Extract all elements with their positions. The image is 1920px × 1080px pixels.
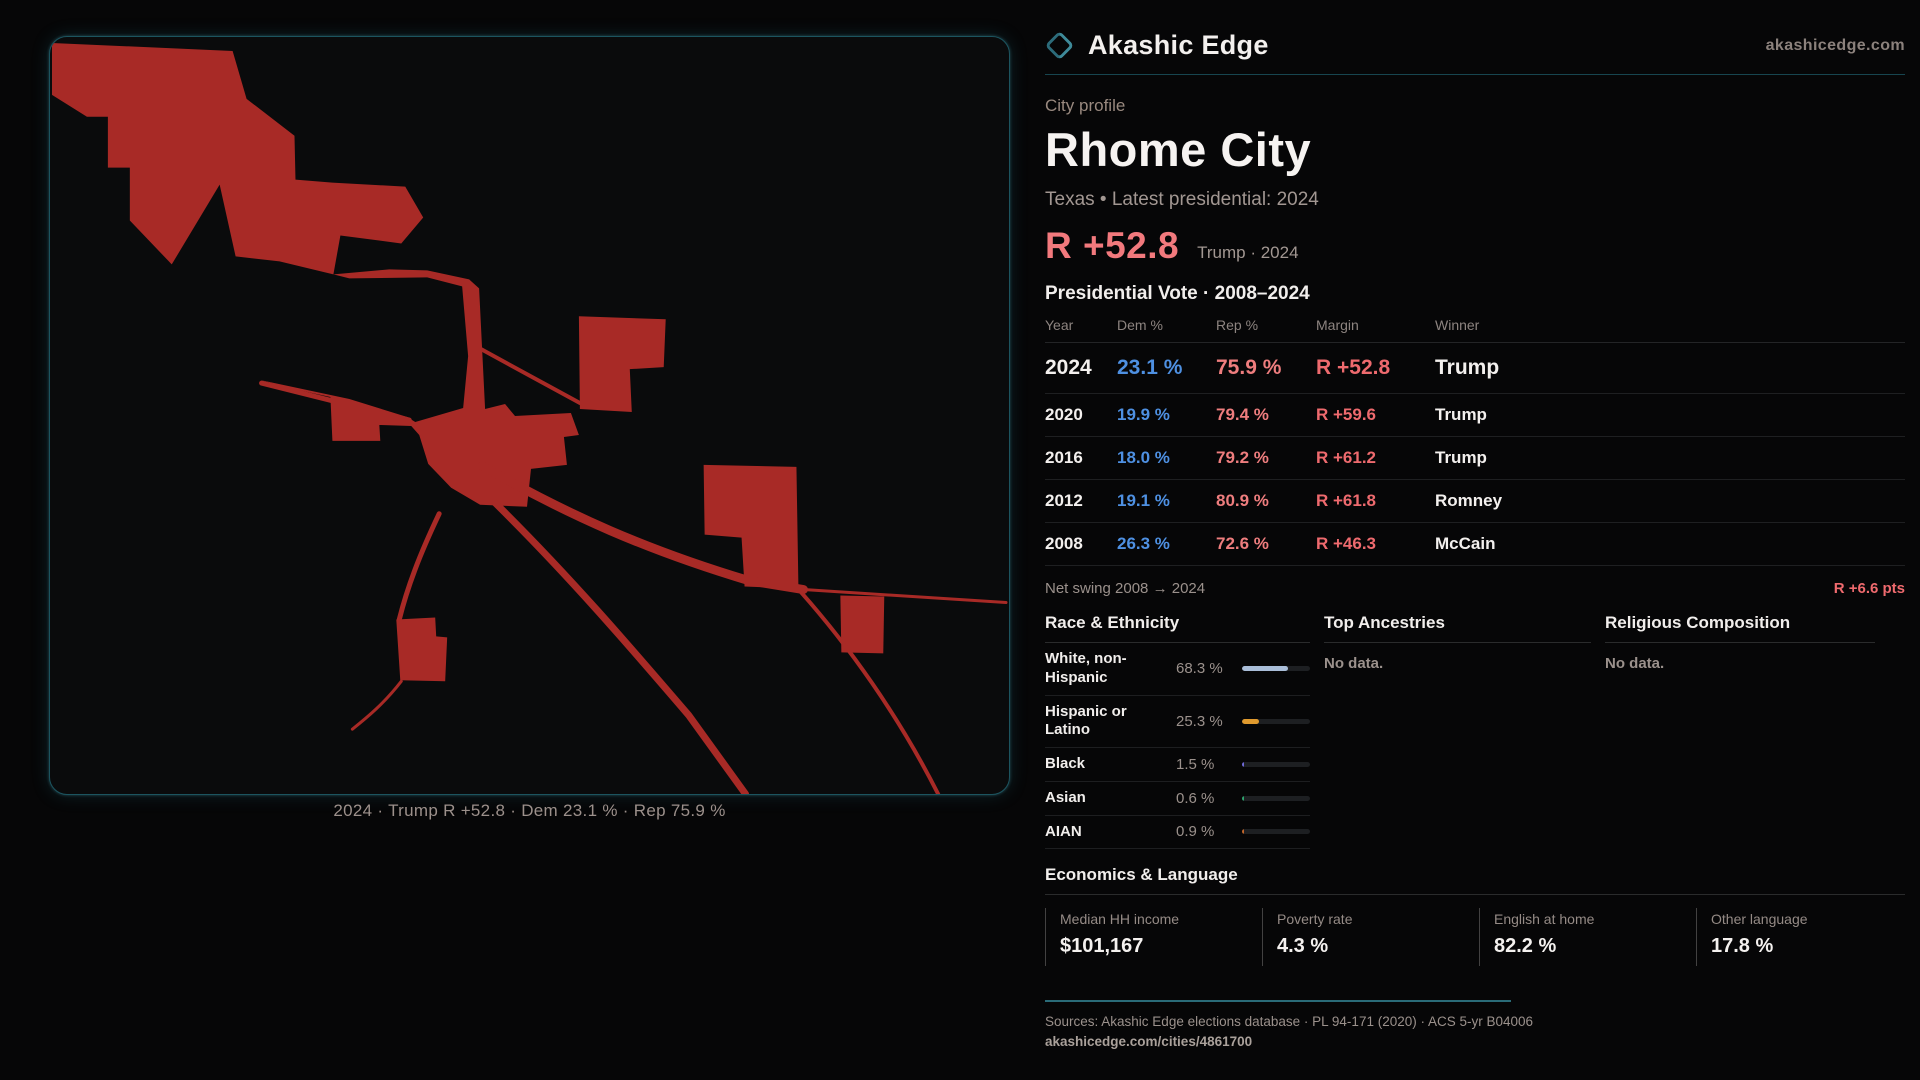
cell-margin: R +46.3 bbox=[1316, 534, 1377, 553]
race-row bbox=[1045, 696, 1310, 749]
race-row bbox=[1045, 748, 1310, 782]
cell-dem: 19.1 % bbox=[1117, 491, 1170, 510]
cell-year: 2020 bbox=[1045, 405, 1083, 424]
map-caption: 2024 · Trump R +52.8 · Dem 23.1 % · Rep 75.9 % bbox=[333, 801, 726, 820]
headline-margin-row bbox=[1045, 225, 1905, 267]
cell-margin: R +59.6 bbox=[1316, 405, 1377, 424]
top-ancestries-section bbox=[1324, 613, 1591, 849]
stat-value: 4.3 % bbox=[1277, 935, 1329, 958]
race-value: 68.3 % bbox=[1176, 660, 1223, 678]
race-bar-fill bbox=[1242, 666, 1288, 671]
race-value: 0.6 % bbox=[1176, 789, 1215, 807]
cell-winner: Trump bbox=[1435, 405, 1487, 424]
net-swing-row bbox=[1045, 580, 1905, 597]
stat-card bbox=[1045, 908, 1254, 966]
col-dem: Dem % bbox=[1117, 317, 1163, 333]
table-row bbox=[1045, 480, 1905, 523]
cell-year: 2012 bbox=[1045, 491, 1083, 510]
cell-winner: Trump bbox=[1435, 448, 1487, 467]
cell-rep: 80.9 % bbox=[1216, 491, 1269, 510]
page-title: Rhome City bbox=[1045, 123, 1312, 176]
table-title: Presidential Vote · 2008–2024 bbox=[1045, 283, 1310, 304]
brand-domain-link[interactable]: akashicedge.com bbox=[1765, 36, 1905, 54]
header bbox=[1045, 30, 1905, 61]
kicker: City profile bbox=[1045, 96, 1126, 115]
table-row bbox=[1045, 523, 1905, 566]
table-row bbox=[1045, 394, 1905, 437]
top-ancestries-title: Top Ancestries bbox=[1324, 613, 1591, 643]
race-row bbox=[1045, 816, 1310, 850]
headline-context: Trump · 2024 bbox=[1197, 243, 1299, 262]
race-row bbox=[1045, 643, 1310, 696]
race-label: Hispanic or Latino bbox=[1045, 702, 1127, 739]
race-bar-fill bbox=[1242, 762, 1244, 767]
cell-year: 2024 bbox=[1045, 356, 1092, 379]
sources-text: Sources: Akashic Edge elections database · PL 94-171 (2020) · ACS 5-yr B04006 bbox=[1045, 1014, 1534, 1030]
net-swing-value: R +6.6 pts bbox=[1833, 580, 1905, 597]
race-value: 0.9 % bbox=[1176, 823, 1215, 841]
race-bar bbox=[1242, 829, 1310, 834]
table-header-row bbox=[1045, 317, 1905, 343]
religion-section bbox=[1605, 613, 1875, 849]
economics-cards bbox=[1045, 908, 1905, 966]
race-bar-fill bbox=[1242, 796, 1244, 801]
table-body bbox=[1045, 343, 1905, 566]
city-page-link[interactable]: akashicedge.com/cities/4861700 bbox=[1045, 1034, 1253, 1050]
race-value: 25.3 % bbox=[1176, 712, 1223, 730]
map-svg bbox=[50, 37, 1009, 794]
brand-name: Akashic Edge bbox=[1088, 30, 1269, 60]
net-swing-label: Net swing 2008 → 2024 bbox=[1045, 580, 1206, 597]
race-bar bbox=[1242, 796, 1310, 801]
cell-margin: R +61.8 bbox=[1316, 491, 1377, 510]
demographics-columns bbox=[1045, 613, 1905, 849]
stat-label: Poverty rate bbox=[1277, 911, 1353, 928]
city-profile-panel bbox=[1045, 30, 1905, 1049]
cell-dem: 23.1 % bbox=[1117, 356, 1183, 379]
race-bar bbox=[1242, 762, 1310, 767]
economics-section bbox=[1045, 865, 1905, 966]
cell-margin: R +52.8 bbox=[1316, 356, 1391, 379]
subtitle: Texas • Latest presidential: 2024 bbox=[1045, 189, 1319, 210]
cell-margin: R +61.2 bbox=[1316, 448, 1377, 467]
stat-value: 82.2 % bbox=[1494, 935, 1557, 958]
col-year: Year bbox=[1045, 317, 1074, 333]
stat-label: Median HH income bbox=[1060, 911, 1180, 928]
footer bbox=[1045, 1000, 1905, 1049]
race-label: White, non-Hispanic bbox=[1045, 650, 1127, 686]
col-rep: Rep % bbox=[1216, 317, 1259, 333]
race-bar bbox=[1242, 666, 1310, 671]
cell-rep: 79.4 % bbox=[1216, 405, 1269, 424]
table-row bbox=[1045, 437, 1905, 480]
stat-card bbox=[1696, 908, 1905, 966]
header-divider bbox=[1045, 74, 1905, 75]
stat-label: English at home bbox=[1494, 911, 1595, 928]
religion-title: Religious Composition bbox=[1605, 613, 1875, 643]
religion-empty: No data. bbox=[1605, 655, 1665, 672]
cell-rep: 72.6 % bbox=[1216, 534, 1269, 553]
headline-margin: R +52.8 bbox=[1045, 225, 1180, 266]
race-label: Black bbox=[1045, 755, 1086, 772]
stat-card bbox=[1479, 908, 1688, 966]
race-label: Asian bbox=[1045, 788, 1086, 806]
cell-winner: Trump bbox=[1435, 356, 1500, 379]
diamond-logo-icon bbox=[1045, 31, 1075, 61]
cell-year: 2008 bbox=[1045, 534, 1083, 553]
economics-title: Economics & Language bbox=[1045, 865, 1905, 895]
cell-dem: 18.0 % bbox=[1117, 448, 1170, 467]
stat-label: Other language bbox=[1711, 911, 1808, 928]
cell-dem: 19.9 % bbox=[1117, 405, 1170, 424]
stat-card bbox=[1262, 908, 1471, 966]
col-winner: Winner bbox=[1435, 317, 1480, 333]
cell-dem: 26.3 % bbox=[1117, 534, 1170, 553]
race-label: AIAN bbox=[1045, 822, 1082, 840]
cell-winner: McCain bbox=[1435, 534, 1496, 553]
cell-year: 2016 bbox=[1045, 448, 1083, 467]
race-value: 1.5 % bbox=[1176, 755, 1215, 773]
race-ethnicity-list bbox=[1045, 643, 1310, 849]
stat-value: $101,167 bbox=[1060, 935, 1144, 958]
stat-value: 17.8 % bbox=[1711, 935, 1774, 958]
race-bar bbox=[1242, 719, 1310, 724]
footer-divider bbox=[1045, 1000, 1511, 1002]
race-bar-fill bbox=[1242, 719, 1259, 724]
cell-rep: 75.9 % bbox=[1216, 356, 1282, 379]
col-margin: Margin bbox=[1316, 317, 1359, 333]
top-ancestries-empty: No data. bbox=[1324, 655, 1384, 672]
table-row bbox=[1045, 343, 1905, 394]
cell-rep: 79.2 % bbox=[1216, 448, 1269, 467]
race-ethnicity-section bbox=[1045, 613, 1310, 849]
race-bar-fill bbox=[1242, 829, 1244, 834]
election-table bbox=[1045, 317, 1905, 566]
race-row bbox=[1045, 782, 1310, 816]
city-boundary-map bbox=[49, 36, 1010, 795]
race-ethnicity-title: Race & Ethnicity bbox=[1045, 613, 1310, 643]
cell-winner: Romney bbox=[1435, 491, 1503, 510]
